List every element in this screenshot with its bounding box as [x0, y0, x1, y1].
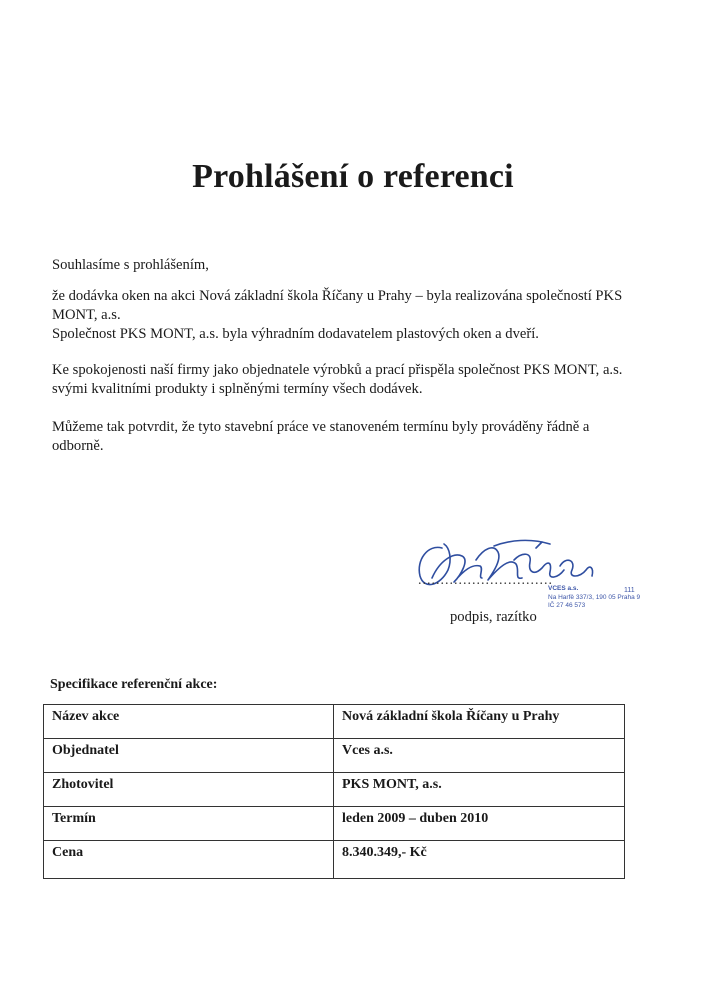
spec-label: Termín: [44, 807, 334, 841]
spec-table: [43, 704, 625, 879]
spec-label: Cena: [44, 841, 334, 879]
signature-label: podpis, razítko: [450, 609, 537, 625]
table-row: [44, 841, 625, 879]
spec-label: Objednatel: [44, 739, 334, 773]
spec-value: 8.340.349,- Kč: [334, 841, 625, 879]
table-row: [44, 705, 625, 739]
table-row: [44, 739, 625, 773]
spec-value: PKS MONT, a.s.: [334, 773, 625, 807]
spec-value: Vces a.s.: [334, 739, 625, 773]
stamp-address: Na Harfě 337/3, 190 05 Praha 9: [548, 593, 641, 601]
paragraph-supplier: Společnost PKS MONT, a.s. byla výhradním dodavatelem plastových oken a dveří.: [52, 326, 539, 342]
paragraph-confirmation: Můžeme tak potvrdit, že tyto stavební práce ve stanoveném termínu byly prováděny řádně a odborně.: [52, 419, 590, 454]
spec-value: leden 2009 – duben 2010: [334, 807, 625, 841]
spec-label: Zhotovitel: [44, 773, 334, 807]
paragraph-delivery: že dodávka oken na akci Nová základní škola Říčany u Prahy – byla realizována společností PKS MONT, a.s.: [52, 288, 623, 323]
stamp-id: IČ 27 46 573: [548, 602, 586, 609]
spec-heading: Specifikace referenční akce:: [50, 677, 218, 692]
stamp-number: 111: [624, 587, 635, 594]
table-row: [44, 807, 625, 841]
table-row: [44, 773, 625, 807]
paragraph-satisfaction: Ke spokojenosti naší firmy jako objednatele výrobků a prací přispěla společnost PKS MONT, a.s. svými kvalitními produkty i splněnými termíny všech dodávek.: [52, 362, 623, 397]
page-title: Prohlášení o referenci: [192, 158, 514, 195]
spec-value: Nová základní škola Říčany u Prahy: [334, 705, 625, 739]
stamp-company-name: VCES a.s.: [548, 585, 579, 592]
spec-label: Název akce: [44, 705, 334, 739]
paragraph-intro: Souhlasíme s prohlášením,: [52, 257, 209, 273]
signature-line: ..............................: [418, 573, 553, 588]
